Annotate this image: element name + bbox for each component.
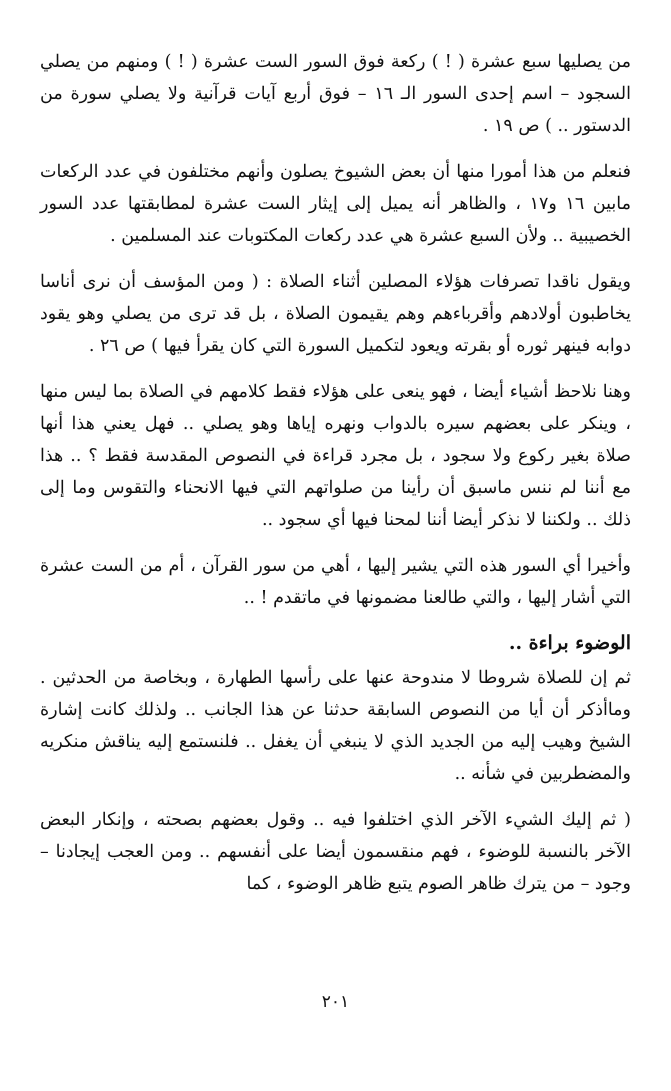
page-number: ٢٠١: [321, 992, 350, 1012]
section-heading: الوضوء براءة ..: [508, 632, 631, 654]
paragraph: من يصليها سبع عشرة ( ! ) ركعة فوق السور الست عشرة ( ! ) ومنهم من يصلي السجود – اسم إحدى السور الـ ١٦ – فوق أربع آيات قرآنية ولا يصلي سورة من الدستور .. ) ص ١٩ .: [40, 52, 631, 136]
paragraph: ويقول ناقدا تصرفات هؤلاء المصلين أثناء الصلاة : ( ومن المؤسف أن نرى أناسا يخاطبون أولادهم وأقرباءهم وهم يقيمون الصلاة ، بل قد ترى من يصلي وهو يقود دوابه فينهر ثوره أو بقرته ويعود لتكميل السورة التي كان يقرأ فيها ) ص ٢٦ .: [40, 272, 631, 356]
paragraph: وهنا نلاحظ أشياء أيضا ، فهو ينعى على هؤلاء فقط كلامهم في الصلاة بما ليس منها ، وينكر على بعضهم سيره بالدواب ونهره إياها وهو يصلي .. فهل يعني هذا أنها صلاة بغير ركوع ولا سجود ، بل مجرد قراءة في النصوص المقدسة فقط ؟ .. هذا مع أننا لم ننس ماسبق أن رأينا من صلواتهم التي فيها الانحناء والتقوس وما إلى ذلك .. ولكننا لا نذكر أيضا أننا لمحنا فيها أي سجود ..: [40, 382, 631, 530]
paragraph: وأخيرا أي السور هذه التي يشير إليها ، أهي من سور القرآن ، أم من الست عشرة التي أشار إليها ، والتي طالعنا مضمونها في ماتقدم ! ..: [40, 556, 631, 608]
paragraph: ثم إن للصلاة شروطا لا مندوحة عنها على رأسها الطهارة ، وبخاصة من الحدثين . وماأذكر أن أيا من النصوص السابقة حدثنا عن هذا الجانب .. ولذلك كانت إشارة الشيخ وهيب إليه من الجديد الذي لا ينبغي أن يغفل .. فلنستمع إليه يناقش منكريه والمضطربين في شأنه ..: [40, 668, 631, 784]
paragraph: ( ثم إليك الشيء الآخر الذي اختلفوا فيه .. وقول بعضهم بصحته ، وإنكار البعض الآخر بالنسبة للوضوء ، فهم منقسمون أيضا على أنفسهم .. ومن العجب إيجادنا – وجود – من يترك ظاهر الصوم يتبع ظاهر الوضوء ، كما: [40, 810, 631, 894]
paragraph: فنعلم من هذا أمورا منها أن بعض الشيوخ يصلون وأنهم مختلفون في عدد الركعات مابين ١٦ و١٧ ، والظاهر أنه يميل إلى إيثار الست عشرة لمطابقتها عدد السور الخصيبية .. ولأن السبع عشرة هي عدد ركعات المكتوبات عند المسلمين .: [40, 162, 631, 246]
